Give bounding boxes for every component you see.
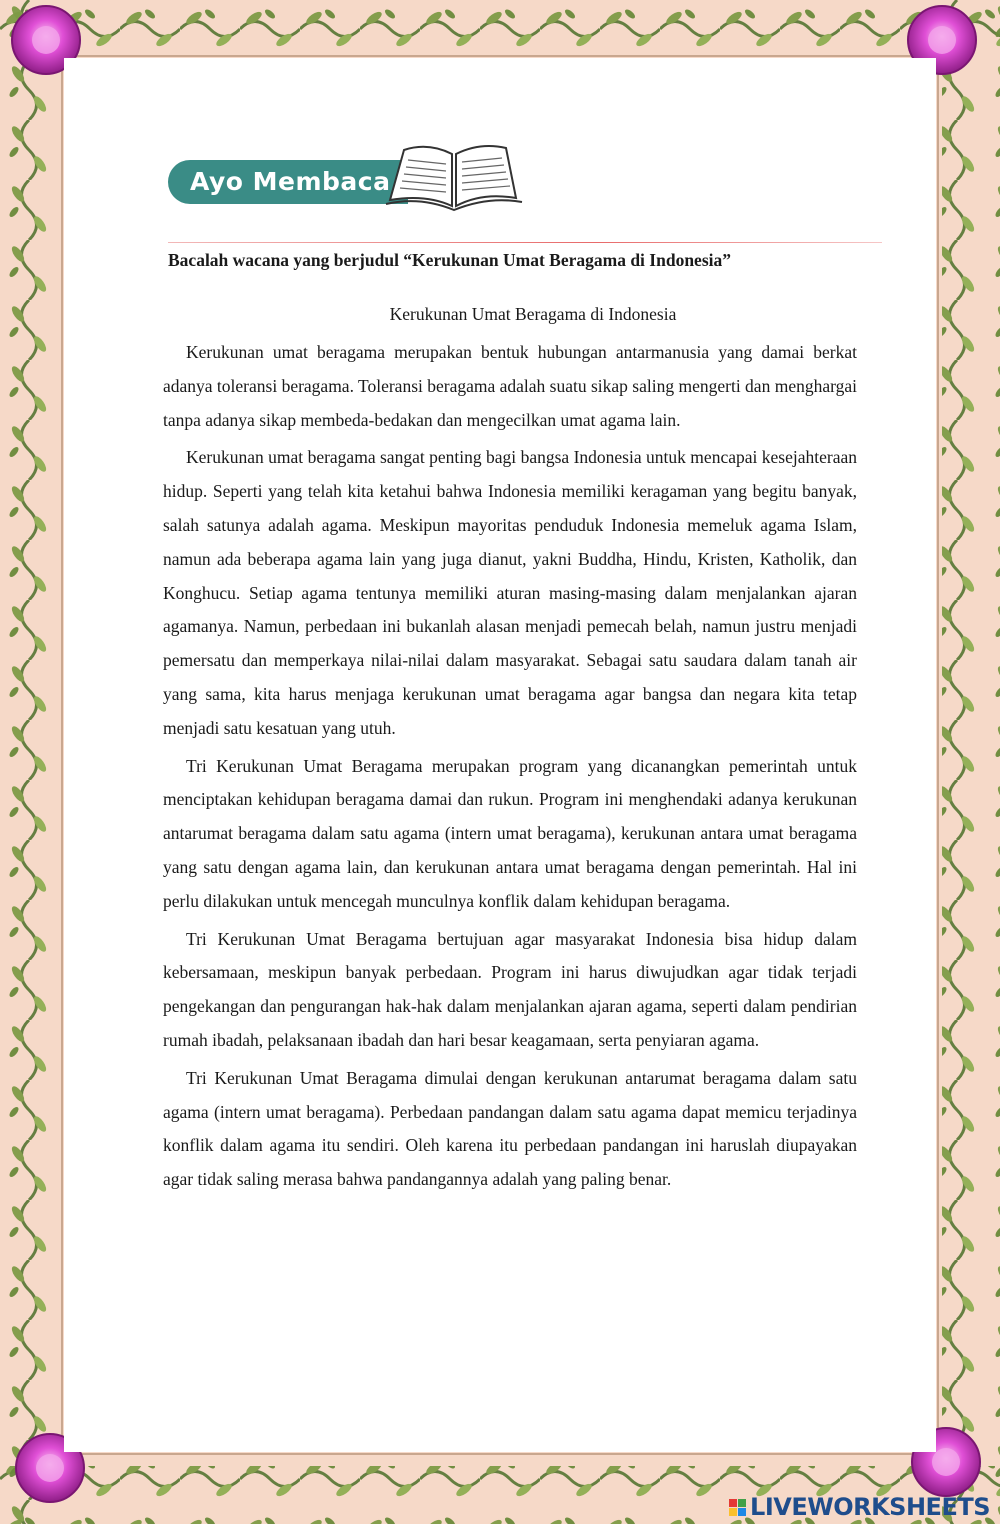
watermark-text: LIVEWORKSHEETS (750, 1493, 990, 1521)
paragraph-5: Tri Kerukunan Umat Beragama dimulai dengan kerukunan antarumat beragama dalam satu agama (intern umat beragama). Perbedaan pandangan dalam satu agama dapat memicu terjadinya konflik dalam agama itu sendiri. Oleh karena itu perbedaan pandangan ini haruslah diupayakan agar tidak saling merasa bahwa pandangannya adalah yang paling benar. (163, 1067, 857, 1190)
section-divider (168, 242, 882, 243)
article-title: Kerukunan Umat Beragama di Indonesia (389, 304, 677, 324)
reading-instruction: Bacalah wacana yang berjudul “Kerukunan Umat Beragama di Indonesia” (168, 250, 731, 270)
paragraph-4: Tri Kerukunan Umat Beragama bertujuan agar masyarakat Indonesia bisa hidup dalam kebersamaan, meskipun banyak perbedaan. Program ini harus diwujudkan agar tidak terjadi pengekangan dan pengurangan hak-hak dalam menjalankan ajaran agama, seperti dalam pendirian rumah ibadah, pelaksanaan ibadah dan hari besar keagamaan, serta penyiaran agama. (163, 928, 857, 1050)
banner-label: Ayo Membaca (190, 167, 391, 196)
paragraph-3: Tri Kerukunan Umat Beragama merupakan program yang dicanangkan pemerintah untuk menciptakan kehidupan beragama damai dan rukun. Program ini menghendaki adanya kerukunan antarumat beragama dalam satu agama (intern umat beragama), kerukunan antara umat beragama yang satu dengan agama lain, dan kerukunan antara umat beragama dengan pemerintah. Hal ini perlu dilakukan untuk mencegah munculnya konflik dalam kehidupan beragama. (163, 755, 857, 911)
liveworksheets-watermark (729, 1494, 990, 1520)
ayo-membaca-banner (168, 160, 408, 204)
open-book-icon (384, 140, 524, 217)
liveworksheets-logo-icon (729, 1499, 746, 1516)
article-body (163, 336, 857, 1201)
paragraph-2: Kerukunan umat beragama sangat penting bagi bangsa Indonesia untuk mencapai kesejahteraan hidup. Seperti yang telah kita ketahui bahwa Indonesia memiliki keragaman yang begitu banyak, salah satunya adalah agama. Meskipun mayoritas penduduk Indonesia memeluk agama Islam, namun ada beberapa agama lain yang juga dianut, yakni Buddha, Hindu, Kristen, Katholik, dan Konghucu. Setiap agama tentunya memiliki aturan masing-masing dalam menjalankan ajaran agamanya. Namun, perbedaan ini bukanlah alasan menjadi pemecah belah, namun justru menjadi pemersatu dan memperkaya nilai-nilai dalam masyarakat. Sebagai satu saudara dalam tanah air yang sama, kita harus menjaga kerukunan umat beragama agar bangsa dan negara kita tetap menjadi satu kesatuan yang utuh. (163, 447, 857, 738)
paragraph-1: Kerukunan umat beragama merupakan bentuk hubungan antarmanusia yang damai berkat adanya toleransi beragama. Toleransi beragama adalah suatu sikap saling mengerti dan menghargai tanpa adanya sikap membeda-bedakan dan mengecilkan umat agama lain. (163, 342, 857, 430)
